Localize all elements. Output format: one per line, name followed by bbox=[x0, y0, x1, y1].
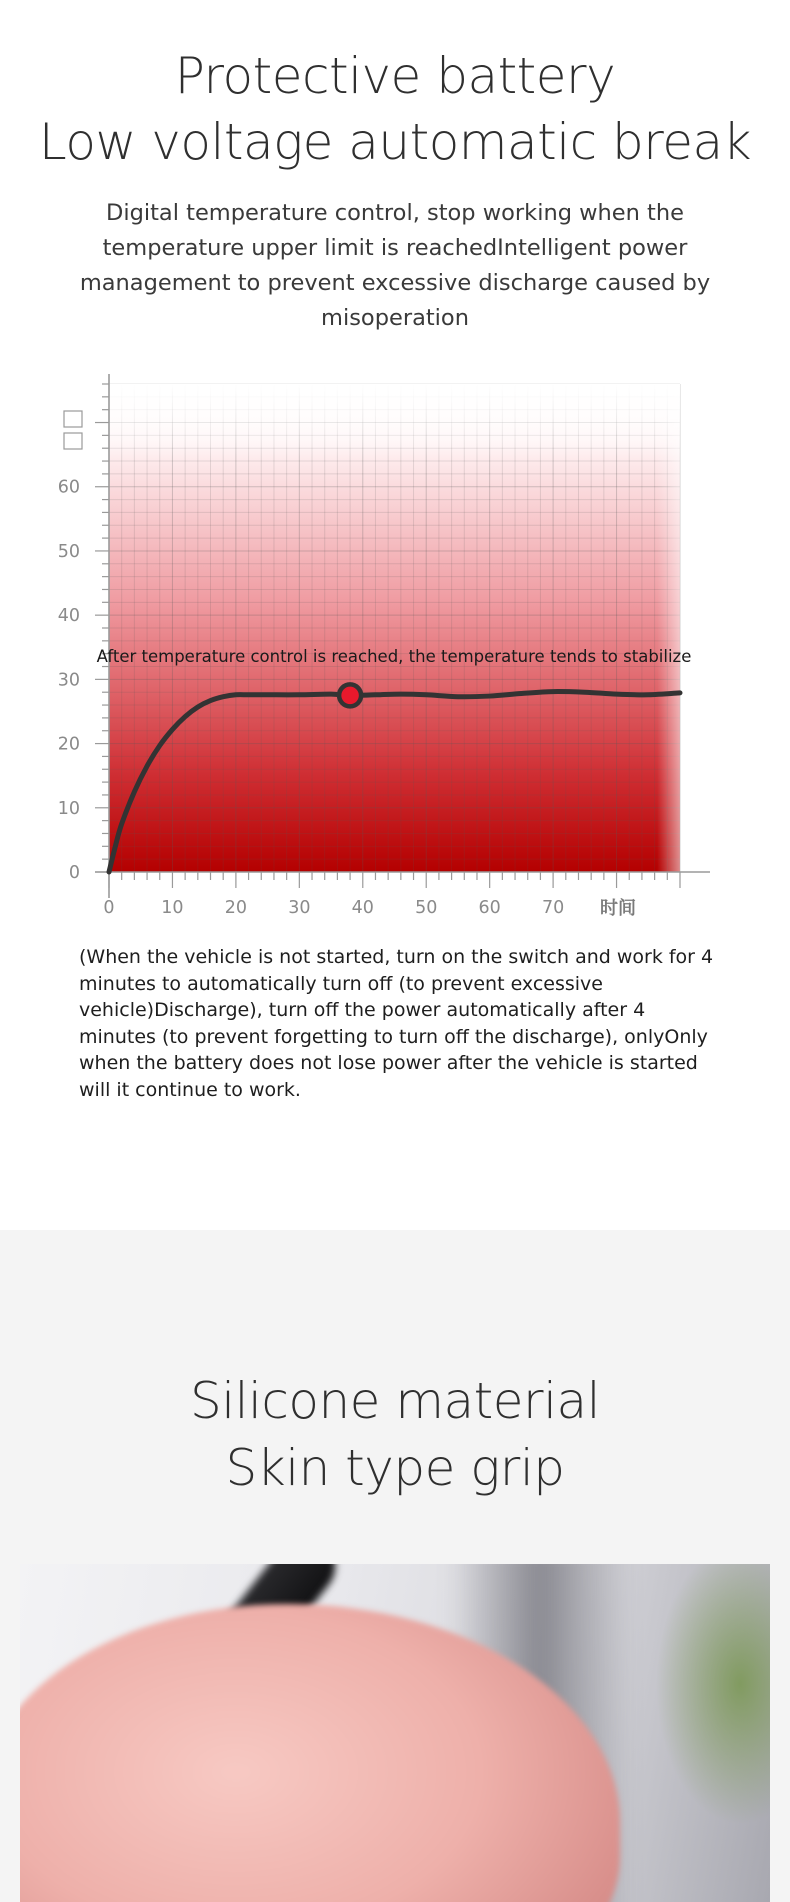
silicone-grip-section bbox=[0, 1230, 790, 1902]
section-description: Digital temperature control, stop working when the temperature upper limit is reachedIntelligent power management to prevent excessive discharge caused by misoperation bbox=[79, 200, 711, 331]
y-tick-label: 40 bbox=[57, 606, 80, 627]
usage-note: (When the vehicle is not started, turn on the switch and work for 4 minutes to automatically turn off (to prevent excessive vehicle)Discharge), turn off the power automatically after 4 minutes (to prevent forgetting to turn off the discharge), onlyOnly when the battery does not lose power after the vehicle is started will it continue to work. bbox=[79, 946, 714, 1101]
x-tick-label: 0 bbox=[103, 898, 115, 918]
legend-box-1 bbox=[64, 411, 82, 427]
legend-box-2 bbox=[64, 433, 82, 449]
product-grip-photo bbox=[20, 1564, 770, 1902]
chart-side-fade bbox=[109, 384, 680, 872]
chart-legend-boxes bbox=[64, 411, 82, 449]
y-tick-label: 10 bbox=[57, 798, 80, 819]
chart-highlight-marker bbox=[339, 684, 361, 706]
y-tick-label: 60 bbox=[57, 477, 80, 498]
y-tick-label: 0 bbox=[68, 863, 80, 883]
x-tick-label: 40 bbox=[351, 898, 374, 918]
y-tick-label: 20 bbox=[57, 734, 80, 755]
section-title-line1: Protective battery bbox=[174, 47, 616, 105]
section2-title-line1: Silicone material bbox=[189, 1372, 601, 1430]
chart-annotation: After temperature control is reached, the temperature tends to stabilize bbox=[96, 647, 692, 666]
y-tick-label: 50 bbox=[57, 541, 80, 562]
x-tick-label: 10 bbox=[161, 898, 184, 918]
x-tick-label: 30 bbox=[288, 898, 311, 918]
chart-x-axis-label: 时间 bbox=[600, 898, 636, 919]
x-tick-label: 50 bbox=[415, 898, 438, 918]
section2-title-line2: Skin type grip bbox=[225, 1439, 565, 1497]
section-title-line2: Low voltage automatic break bbox=[38, 113, 752, 171]
x-tick-label: 70 bbox=[541, 898, 565, 918]
x-tick-label: 60 bbox=[478, 898, 501, 918]
x-tick-label: 20 bbox=[224, 898, 248, 918]
temperature-chart bbox=[0, 370, 790, 930]
y-tick-label: 30 bbox=[57, 670, 80, 691]
